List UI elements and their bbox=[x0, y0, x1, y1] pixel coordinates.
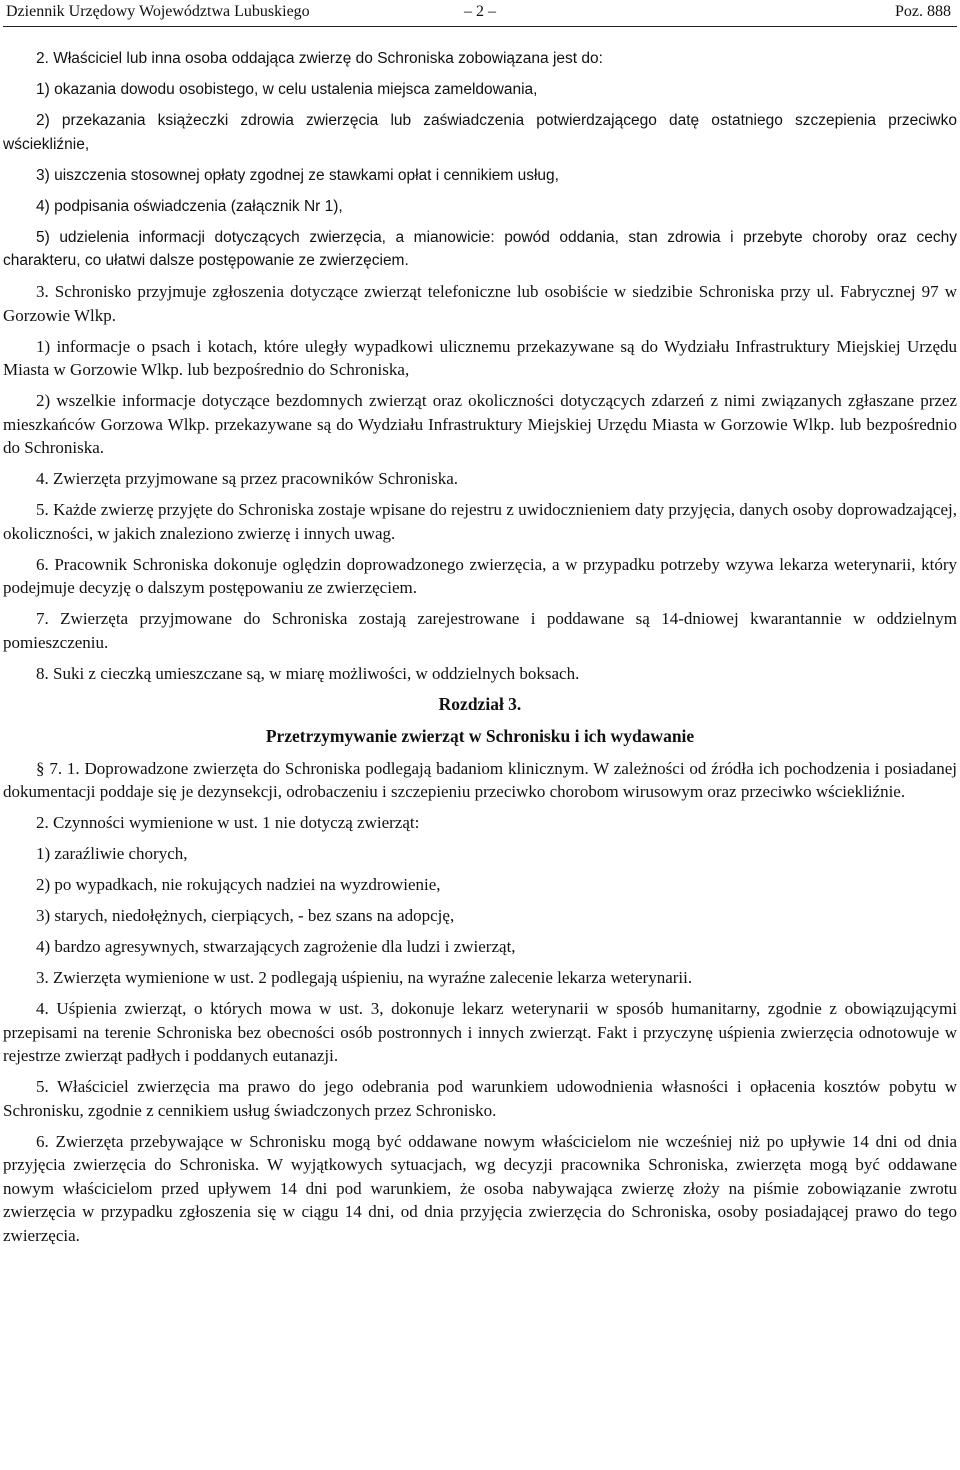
paragraph: 2) po wypadkach, nie rokujących nadziei na wyzdrowienie, bbox=[36, 875, 441, 894]
paragraph: 4. Zwierzęta przyjmowane są przez pracowników Schroniska. bbox=[36, 469, 459, 488]
page-number: – 2 – bbox=[464, 3, 496, 20]
paragraph: 3. Schronisko przyjmuje zgłoszenia dotyczące zwierząt telefoniczne lub osobiście w siedzibie Schroniska przy ul. Fabrycznej 97 w Gorzowie Wlkp. bbox=[3, 282, 957, 325]
paragraph: 7. Zwierzęta przyjmowane do Schroniska zostają zarejestrowane i poddawane są 14-dniowej kwarantannie w oddzielnym pomieszczeniu. bbox=[3, 609, 957, 652]
paragraph: 3) uiszczenia stosownej opłaty zgodnej ze stawkami opłat i cennikiem usług, bbox=[36, 166, 559, 184]
paragraph: 6. Pracownik Schroniska dokonuje oględzin doprowadzonego zwierzęcia, a w przypadku potrzeby wzywa lekarza weterynarii, który podejmuje decyzję o dalszym postępowaniu ze zwierzęciem. bbox=[3, 554, 957, 597]
position-number: Poz. 888 bbox=[895, 3, 951, 20]
paragraph: 2) wszelkie informacje dotyczące bezdomnych zwierząt oraz okoliczności dotyczących zdarzeń z nimi związanych zgłaszane przez mieszkańców Gorzowa Wlkp. przekazywane są do Wydziału Infrastruktury Miejskiej Urzędu Miasta w Gorzowie Wlkp. lub bezpośrednio do Schroniska. bbox=[3, 391, 957, 457]
paragraph: 6. Zwierzęta przebywające w Schronisku mogą być oddawane nowym właścicielom nie wcześniej niż po upływie 14 dni od dnia przyjęcia zwierzęcia do Schroniska. W wyjątkowych sytuacjach, wg decyzji pracownika Schroniska, zwierzęta mogą być oddawane nowym właścicielom przed upływem 14 dni pod warunkiem, że osoba nabywająca zwierzę złoży na piśmie zobowiązanie zwrotu zwierzęcia w przypadku zgłoszenia się w ciągu 14 dni, od dnia przyjęcia zwierzęcia do Schroniska, osoby posiadającej prawo do tego zwierzęcia. bbox=[3, 1131, 957, 1245]
document-body bbox=[3, 27, 957, 1247]
paragraph: 1) zaraźliwie chorych, bbox=[36, 844, 188, 863]
journal-title: Dziennik Urzędowy Województwa Lubuskiego bbox=[6, 3, 310, 20]
paragraph: 4) podpisania oświadczenia (załącznik Nr 1), bbox=[36, 197, 343, 215]
paragraph: 2. Czynności wymienione w ust. 1 nie dotyczą zwierząt: bbox=[36, 813, 420, 832]
paragraph: 8. Suki z cieczką umieszczane są, w miarę możliwości, w oddzielnych boksach. bbox=[36, 663, 580, 683]
paragraph: 4. Uśpienia zwierząt, o których mowa w ust. 3, dokonuje lekarz weterynarii w sposób humanitarny, zgodnie z obowiązującymi przepisami na terenie Schroniska bez obecności osób postronnych i innych zwierząt. Fakt i przyczynę uśpienia zwierzęcia odnotowuje w rejestrze zwierząt padłych i poddanych eutanazji. bbox=[3, 999, 957, 1065]
paragraph: 1) informacje o psach i kotach, które uległy wypadkowi ulicznemu przekazywane są do Wydziału Infrastruktury Miejskiej Urzędu Miasta w Gorzowie Wlkp. lub bezpośrednio do Schroniska, bbox=[3, 336, 957, 379]
paragraph: 1) okazania dowodu osobistego, w celu ustalenia miejsca zameldowania, bbox=[36, 81, 538, 98]
chapter-title: Przetrzymywanie zwierząt w Schronisku i ich wydawanie bbox=[265, 726, 695, 746]
paragraph: 5. Każde zwierzę przyjęte do Schroniska zostaje wpisane do rejestru z uwidocznieniem daty przyjęcia, danych osoby doprowadzającej, okoliczności, w jakich znaleziono zwierzę i innych uwag. bbox=[3, 500, 957, 543]
chapter-number: Rozdział 3. bbox=[438, 693, 522, 714]
paragraph: 3. Zwierzęta wymienione w ust. 2 podlegają uśpieniu, na wyraźne zalecenie lekarza weterynarii. bbox=[36, 968, 693, 987]
paragraph: 5. Właściciel zwierzęcia ma prawo do jego odebrania pod warunkiem udowodnienia własności i opłacenia kosztów pobytu w Schronisku, zgodnie z cennikiem usług świadczonych przez Schronisko. bbox=[3, 1077, 957, 1120]
page-header bbox=[3, 0, 957, 27]
paragraph: 5) udzielenia informacji dotyczących zwierzęcia, a mianowicie: powód oddania, stan zdrowia i przebyte choroby oraz cechy charakteru, co ułatwi dalsze postępowanie ze zwierzęciem. bbox=[3, 228, 957, 269]
paragraph: 2. Właściciel lub inna osoba oddająca zwierzę do Schroniska zobowiązana jest do: bbox=[36, 50, 603, 67]
paragraph: 4) bardzo agresywnych, stwarzających zagrożenie dla ludzi i zwierząt, bbox=[36, 937, 516, 956]
paragraph: § 7. 1. Doprowadzone zwierzęta do Schroniska podlegają badaniom klinicznym. W zależności od źródła ich pochodzenia i posiadanej dokumentacji poddaje się je dezynsekcji, odrobaczeniu i szczepieniu przeciwko chorobom wirusowym oraz przeciwko wściekliźnie. bbox=[3, 758, 957, 801]
paragraph: 2) przekazania książeczki zdrowia zwierzęcia lub zaświadczenia potwierdzającego datę ostatniego szczepienia przeciwko wściekliźnie, bbox=[3, 112, 957, 153]
paragraph: 3) starych, niedołężnych, cierpiących, - bez szans na adopcję, bbox=[36, 906, 455, 925]
